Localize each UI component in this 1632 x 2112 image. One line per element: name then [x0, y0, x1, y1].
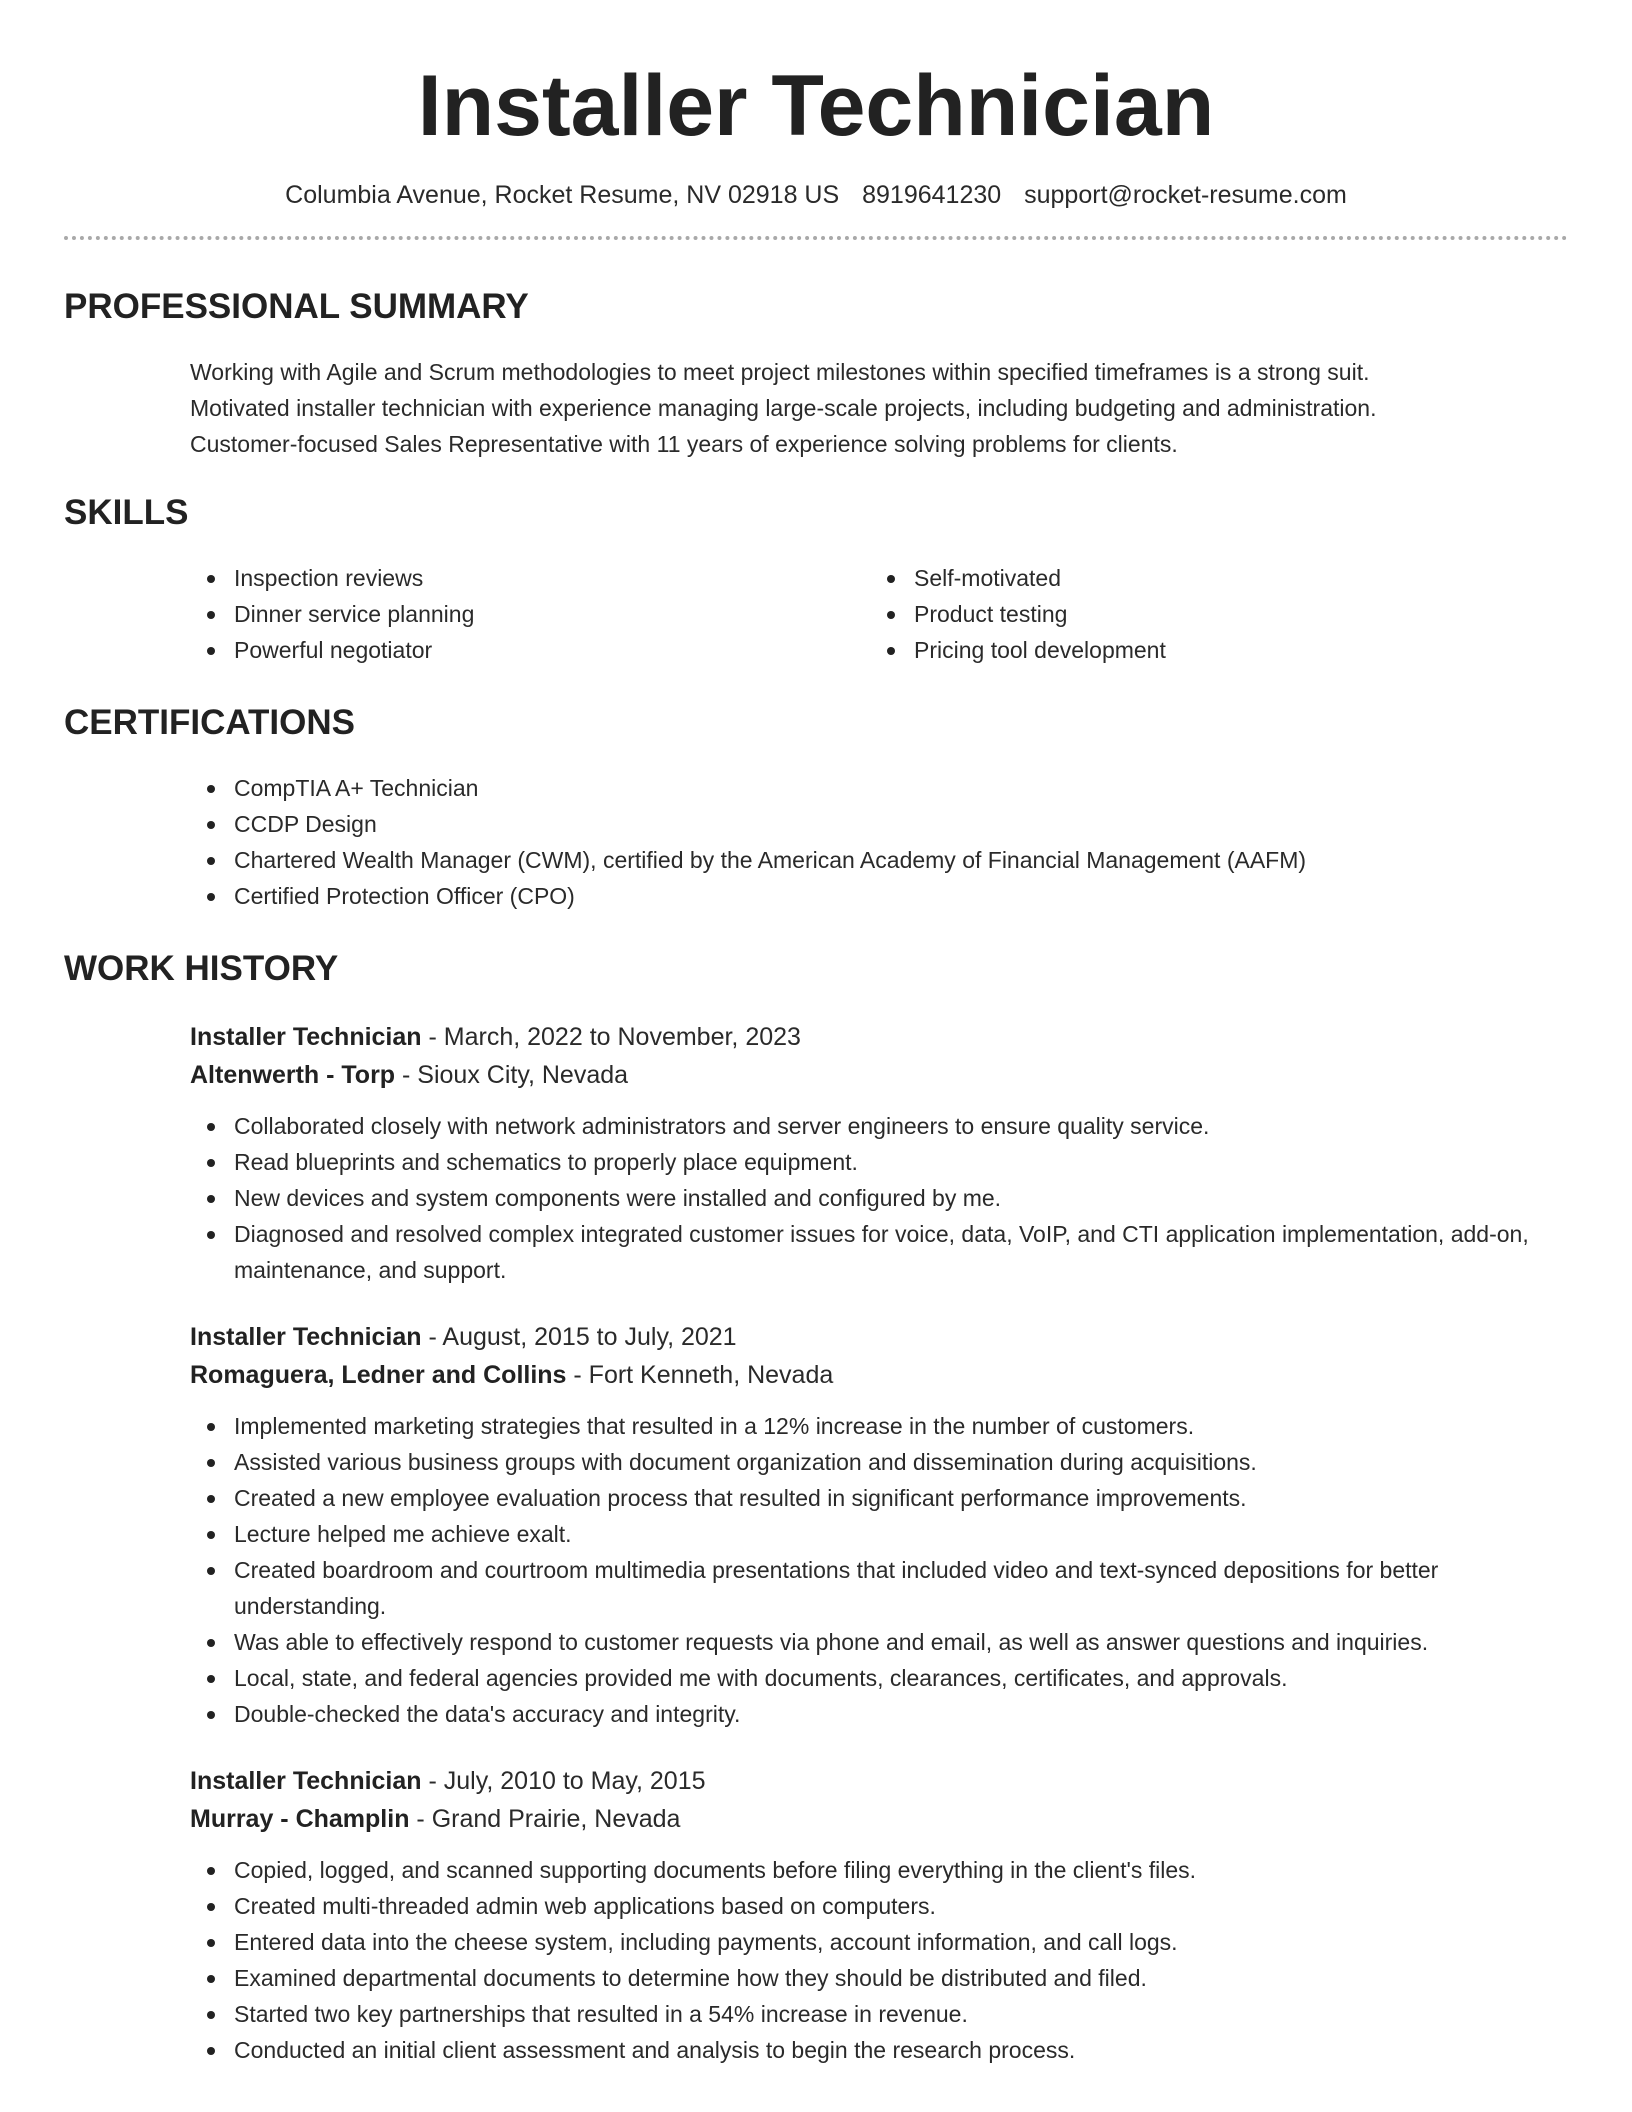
job-dates: - March, 2022 to November, 2023	[421, 1023, 801, 1051]
contact-email: support@rocket-resume.com	[1024, 181, 1347, 209]
job-role: Installer Technician	[190, 1767, 422, 1795]
summary-text	[190, 354, 1568, 462]
job-company-line	[190, 1356, 1568, 1394]
skill-item: Pricing tool development	[870, 632, 1550, 668]
job-bullet: Started two key partnerships that resulted in a 54% increase in revenue.	[190, 1996, 1568, 2032]
job-bullets	[190, 1408, 1568, 1732]
summary-line: Motivated installer technician with experience managing large-scale projects, including budgeting and administration.	[190, 395, 1377, 421]
contact-line	[64, 180, 1568, 210]
skill-item: Product testing	[870, 596, 1550, 632]
job-bullets	[190, 1852, 1568, 2068]
contact-phone: 8919641230	[862, 181, 1002, 209]
skill-item: Dinner service planning	[190, 596, 870, 632]
candidate-name: Installer Technician	[417, 58, 1215, 154]
certification-item: CCDP Design	[190, 806, 1568, 842]
certifications-list	[190, 770, 1568, 914]
job-bullet: Read blueprints and schematics to properly place equipment.	[190, 1144, 1568, 1180]
job-bullets	[190, 1108, 1568, 1288]
job-location: - Grand Prairie, Nevada	[409, 1805, 681, 1833]
certification-item: Certified Protection Officer (CPO)	[190, 878, 1568, 914]
job-role-line	[190, 1318, 1568, 1356]
job-bullet: Diagnosed and resolved complex integrated customer issues for voice, data, VoIP, and CTI application implementation, add-on, maintenance, and support.	[190, 1216, 1568, 1288]
header-divider	[64, 236, 1568, 240]
summary-heading: PROFESSIONAL SUMMARY	[64, 287, 529, 326]
job-company-line	[190, 1800, 1568, 1838]
job-bullet: New devices and system components were installed and configured by me.	[190, 1180, 1568, 1216]
job-bullet: Created boardroom and courtroom multimedia presentations that included video and text-synced depositions for better understanding.	[190, 1552, 1568, 1624]
job-bullet: Examined departmental documents to determine how they should be distributed and filed.	[190, 1960, 1568, 1996]
job-location: - Sioux City, Nevada	[395, 1061, 629, 1089]
job-bullet: Local, state, and federal agencies provided me with documents, clearances, certificates, and approvals.	[190, 1660, 1568, 1696]
summary-line: Working with Agile and Scrum methodologies to meet project milestones within specified timeframes is a strong suit.	[190, 359, 1370, 385]
certification-item: CompTIA A+ Technician	[190, 770, 1568, 806]
job-entry	[190, 1762, 1568, 2068]
job-bullet: Conducted an initial client assessment and analysis to begin the research process.	[190, 2032, 1568, 2068]
skills-heading: SKILLS	[64, 493, 189, 532]
job-entry	[190, 1318, 1568, 1732]
job-bullet: Was able to effectively respond to customer requests via phone and email, as well as answer questions and inquiries.	[190, 1624, 1568, 1660]
summary-line: Customer-focused Sales Representative with 11 years of experience solving problems for clients.	[190, 431, 1178, 457]
skills-list-right	[870, 560, 1550, 668]
job-role: Installer Technician	[190, 1023, 422, 1051]
job-company: Altenwerth - Torp	[190, 1061, 396, 1089]
work-history-heading: WORK HISTORY	[64, 949, 339, 988]
job-role-line	[190, 1762, 1568, 1800]
skills-columns	[190, 560, 1568, 668]
contact-address: Columbia Avenue, Rocket Resume, NV 02918 US	[285, 181, 840, 209]
job-entry	[190, 1018, 1568, 1288]
job-bullet: Assisted various business groups with document organization and dissemination during acquisitions.	[190, 1444, 1568, 1480]
job-bullet: Copied, logged, and scanned supporting documents before filing everything in the client's files.	[190, 1852, 1568, 1888]
job-bullet: Created a new employee evaluation process that resulted in significant performance improvements.	[190, 1480, 1568, 1516]
job-role: Installer Technician	[190, 1323, 422, 1351]
job-bullet: Collaborated closely with network administrators and server engineers to ensure quality service.	[190, 1108, 1568, 1144]
skills-list-left	[190, 560, 870, 668]
job-company: Romaguera, Ledner and Collins	[190, 1361, 567, 1389]
job-location: - Fort Kenneth, Nevada	[566, 1361, 834, 1389]
job-role-line	[190, 1018, 1568, 1056]
certifications-heading: CERTIFICATIONS	[64, 703, 356, 742]
job-company: Murray - Champlin	[190, 1805, 410, 1833]
job-bullet: Implemented marketing strategies that resulted in a 12% increase in the number of customers.	[190, 1408, 1568, 1444]
job-company-line	[190, 1056, 1568, 1094]
skill-item: Self-motivated	[870, 560, 1550, 596]
job-bullet: Lecture helped me achieve exalt.	[190, 1516, 1568, 1552]
job-bullet: Created multi-threaded admin web applications based on computers.	[190, 1888, 1568, 1924]
skill-item: Inspection reviews	[190, 560, 870, 596]
job-bullet: Double-checked the data's accuracy and integrity.	[190, 1696, 1568, 1732]
certification-item: Chartered Wealth Manager (CWM), certified by the American Academy of Financial Management (AAFM)	[190, 842, 1568, 878]
job-bullet: Entered data into the cheese system, including payments, account information, and call logs.	[190, 1924, 1568, 1960]
skill-item: Powerful negotiator	[190, 632, 870, 668]
job-dates: - August, 2015 to July, 2021	[421, 1323, 737, 1351]
job-dates: - July, 2010 to May, 2015	[421, 1767, 706, 1795]
